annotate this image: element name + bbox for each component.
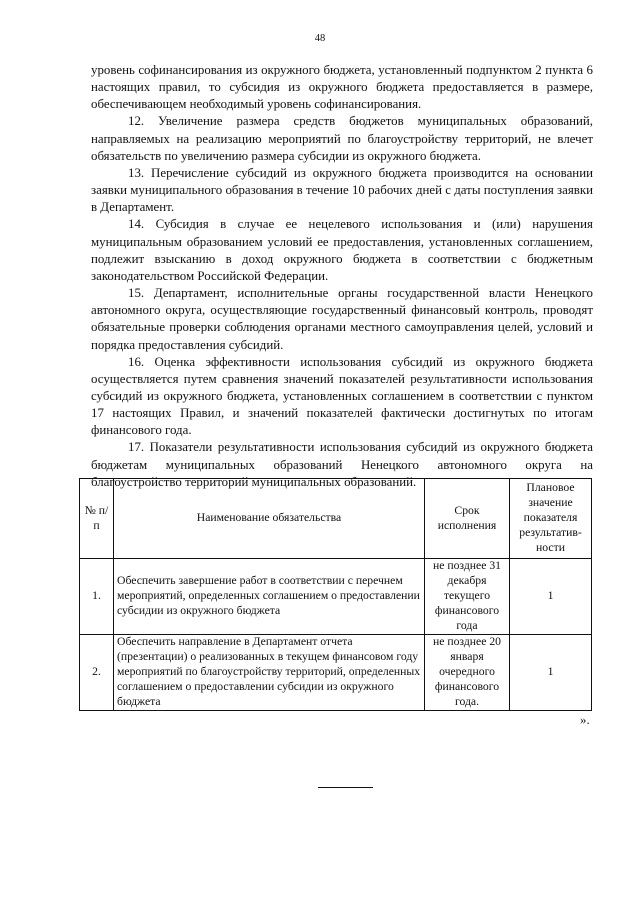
- paragraph-17: 17. Показатели результативности использования субсидий из окружного бюджета бюджетам муниципальных образований Ненецкого автономного округа на благоустройство территорий муниципальных образований.: [91, 440, 593, 489]
- table-header-row: [80, 479, 592, 559]
- row-value: 1: [510, 635, 592, 711]
- document-body: [91, 62, 593, 491]
- table-row: [80, 635, 592, 711]
- page-number: 48: [314, 33, 326, 44]
- row-value: 1: [510, 559, 592, 635]
- row-number: 1.: [80, 559, 114, 635]
- paragraph-15: 15. Департамент, исполнительные органы государственной власти Ненецкого автономного округа, осуществляющие государственный финансовый контроль, проводят обязательные проверки соблюдения органами местного самоуправления целей, условий и порядка предоставления субсидий.: [91, 286, 593, 352]
- row-term: не позднее 20 января очередного финансового года.: [425, 635, 510, 711]
- closing-quote: ».: [580, 713, 590, 727]
- table-row: [80, 559, 592, 635]
- paragraph-12: 12. Увеличение размера средств бюджетов муниципальных образований, направляемых на реализацию мероприятий по благоустройству территорий, не влечет обязательств по увеличению размера субсидии из окружного бюджета.: [91, 114, 593, 163]
- row-name: Обеспечить направление в Департамент отчета (презентации) о реализованных в текущем финансовом году мероприятий по благоустройству территорий, определенных соглашением о предоставлении субсидии из окружного бюджета: [114, 635, 425, 711]
- header-value: Плановое значение показателя результатив-ности: [510, 479, 592, 559]
- paragraph-13: 13. Перечисление субсидий из окружного бюджета производится на основании заявки муниципального образования в течение 10 рабочих дней с даты поступления заявки в Департамент.: [91, 165, 593, 215]
- paragraph-16: 16. Оценка эффективности использования субсидий из окружного бюджета осуществляется путем сравнения значений показателей результативности использования субсидий из окружного бюджета, установленных соглашением в соответствии с пунктом 17 настоящих Правил, и значений показателей фактически достигнутых по итогам финансового года.: [91, 354, 593, 438]
- paragraph-14: 14. Субсидия в случае ее нецелевого использования и (или) нарушения муниципальным образованием условий ее предоставления, установленных соглашением, подлежит взысканию в доход окружного бюджета в соответствии с бюджетным законодательством Российской Федерации.: [91, 217, 593, 283]
- obligations-table: [79, 478, 592, 711]
- header-number: № п/п: [80, 479, 114, 559]
- row-number: 2.: [80, 635, 114, 711]
- end-divider: [318, 787, 373, 788]
- header-term: Срок исполнения: [425, 479, 510, 559]
- header-name: Наименование обязательства: [114, 479, 425, 559]
- row-name: Обеспечить завершение работ в соответствии с перечнем мероприятий, определенных соглашением о предоставлении субсидии из окружного бюджета: [114, 559, 425, 635]
- paragraph-continuation: уровень софинансирования из окружного бюджета, установленный подпунктом 2 пункта 6 настоящих правил, то субсидия из окружного бюджета предоставляется в размере, обеспечивающем необходимый уровень софинансирования.: [91, 63, 593, 112]
- row-term: не позднее 31 декабря текущего финансового года: [425, 559, 510, 635]
